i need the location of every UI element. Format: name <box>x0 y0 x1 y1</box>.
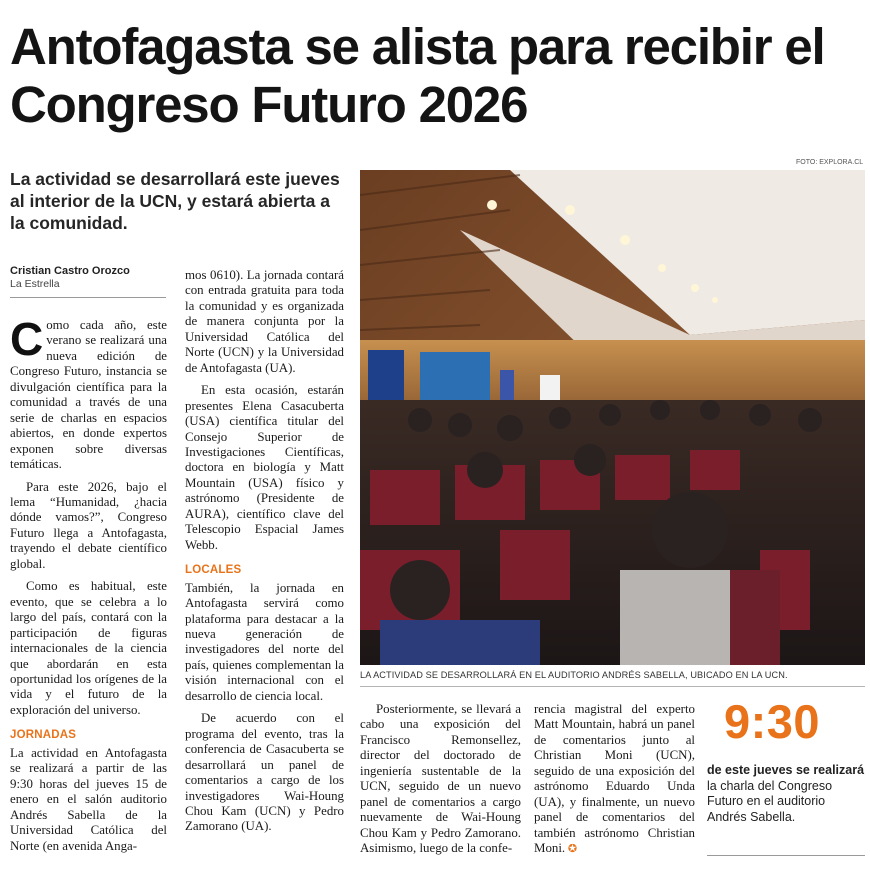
pull-quote-text: la charla del Congreso Futuro en el auditorio Andrés Sabella. <box>707 778 833 824</box>
section-heading: JORNADAS <box>10 729 77 742</box>
pull-quote <box>707 763 865 825</box>
dropcap: C <box>10 313 44 365</box>
pull-quote-divider <box>707 855 865 856</box>
byline-outlet: La Estrella <box>10 278 60 290</box>
article-column-1 <box>10 313 167 861</box>
paragraph <box>534 702 695 858</box>
paragraph: Como es habitual, este evento, que se celebra a lo largo del país, contará con la participación de figuras internacionales de la ciencia que abordarán en esta oportunidad los orígenes de la vida y el futuro de la exploración del universo. <box>10 579 167 717</box>
section-heading: LOCALES <box>185 564 242 577</box>
byline-divider <box>10 297 166 298</box>
paragraph <box>10 313 167 473</box>
photo-caption: LA ACTIVIDAD SE DESARROLLARÁ EN EL AUDITORIO ANDRÉS SABELLA, UBICADO EN LA UCN. <box>360 670 788 680</box>
paragraph: También, la jornada en Antofagasta servirá como plataforma para destacar a la nueva generación de investigadores del norte del país, quienes complementan la visión internacional con el desarrollo de ciencia local. <box>185 580 344 703</box>
paragraph-text: omo cada año, este verano se realizará una nueva edición de Congreso Futuro, instancia se divulgación científica para la comunidad a través de una serie de charlas en espacios abiertos, en donde expertos exponen sobre diversas temáticas. <box>10 318 167 472</box>
pull-time: 9:30 <box>724 695 821 748</box>
byline-author: Cristian Castro Orozco <box>10 265 130 277</box>
pull-quote-bold: de este jueves se realizará <box>707 763 865 777</box>
paragraph: Posteriormente, se llevará a cabo una exposición del Francisco Remonsellez, director del doctorado de ingeniería sustentable de la UCN, seguido de un nuevo panel de comentarios a cargo nuevamente de Wai-Houng Chou Kam y Pedro Zamorano. Asimismo, luego de la confe- <box>360 702 521 856</box>
article-column-3 <box>360 702 521 864</box>
paragraph: De acuerdo con el programa del evento, tras la conferencia de Casacuberta se desarrollará un panel de comentarios a cargo de los investigadores Wai-Houng Chou Kam (UCN) y Pedro Zamorano (UA). <box>185 711 344 834</box>
caption-divider <box>360 686 865 687</box>
paragraph: La actividad en Antofagasta se realizará a partir de las 9:30 horas del jueves 15 de enero en el salón auditorio Andrés Sabella de la Universidad Católica del Norte (en avenida Anga- <box>10 745 167 853</box>
article-column-4 <box>534 702 695 865</box>
end-mark-icon: ✪ <box>565 843 578 856</box>
subhead: La actividad se desarrollará este jueves al interior de la UCN, y estará abierta a la comunidad. <box>10 169 340 233</box>
auditorium-photo <box>360 170 865 665</box>
paragraph: En esta ocasión, estarán presentes Elena Casacuberta (USA) científica titular del Consejo Superior de Investigaciones Científicas, doctora en biología y Matt Mountain (USA) físico y astrónomo (Presidente de AURA), científico clave del Telescopio Espacial James Webb. <box>185 383 344 552</box>
paragraph: mos 0610). La jornada contará con entrada gratuita para toda la comunidad y es organizada de manera conjunta por la Universidad Católica del Norte (UCN) y la Universidad de Antofagasta (UA). <box>185 268 344 375</box>
photo-credit: FOTO: EXPLORA.CL <box>796 159 864 166</box>
paragraph: Para este 2026, bajo el lema “Humanidad, ¿hacia dónde vamos?”, Congreso Futuro llega a Antofagasta, trayendo el debate científico global. <box>10 479 167 571</box>
article-column-2 <box>185 268 344 842</box>
paragraph-text: rencia magistral del experto Matt Mountain, habrá un panel de comentarios junto al Christian Moni (UCN), seguido de una exposición del astrónomo Eduardo Unda (UA), y finalmente, un nuevo panel de comentarios del también astrónomo Christian Moni. <box>534 702 695 856</box>
headline: Antofagasta se alista para recibir el Congreso Futuro 2026 <box>10 18 825 133</box>
